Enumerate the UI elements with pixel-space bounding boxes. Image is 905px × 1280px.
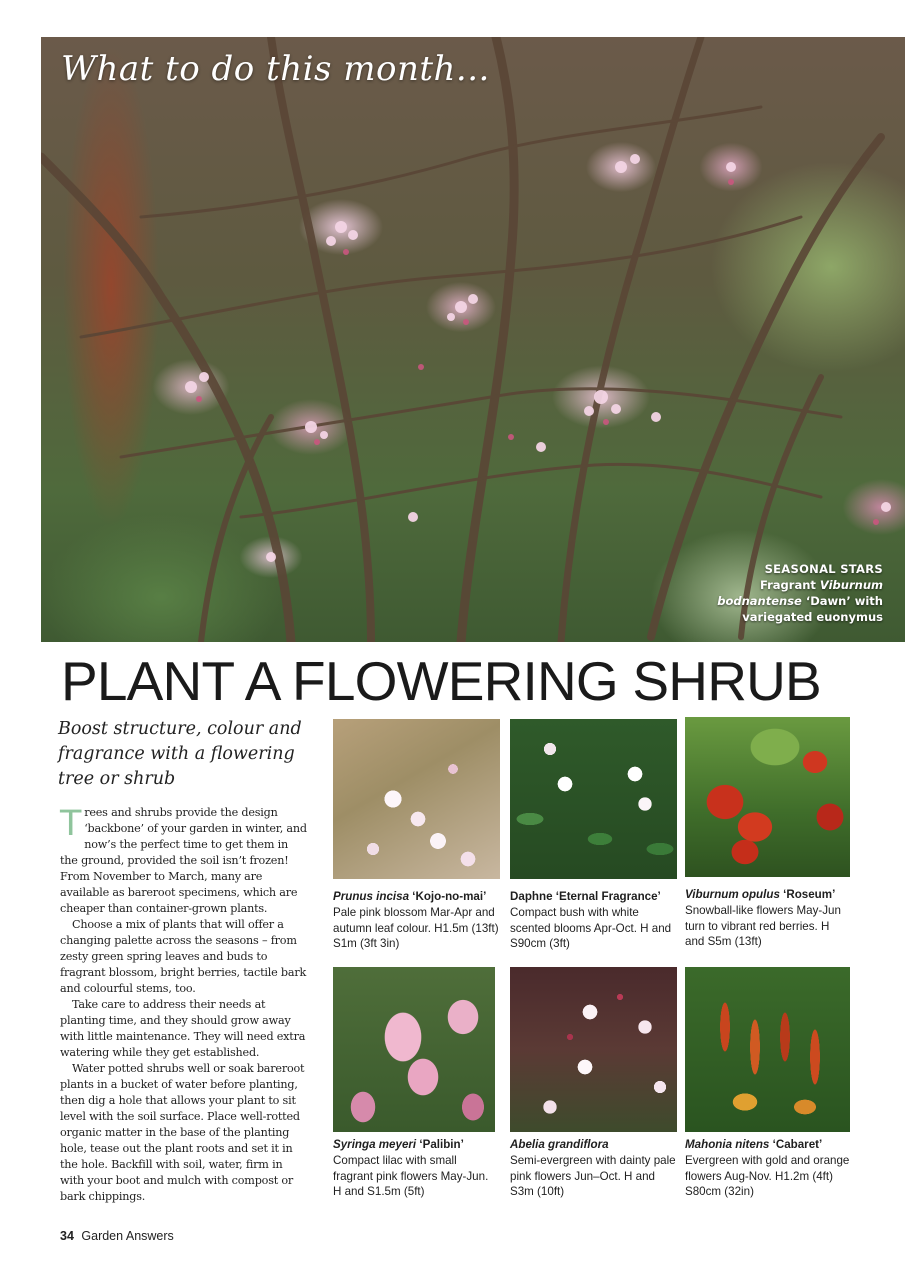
plant-latin-name: Mahonia nitens	[685, 1138, 770, 1151]
plant-card-mahonia	[685, 967, 850, 1200]
plant-caption	[510, 1137, 677, 1200]
caption-line	[717, 577, 883, 593]
plant-description: Compact bush with white scented blooms Apr-Oct. H and S90cm (3ft)	[510, 905, 672, 951]
lilac-photo	[333, 967, 495, 1132]
article-standfirst: Boost structure, colour and fragrance with a flowering tree or shrub	[58, 719, 302, 789]
plant-latin-name: Viburnum opulus	[685, 888, 780, 901]
magazine-name: Garden Answers	[81, 1229, 174, 1243]
page-footer	[60, 1229, 174, 1243]
berries-photo	[685, 717, 850, 877]
caption-heading: SEASONAL STARS	[764, 562, 883, 576]
plant-description: Pale pink blossom Mar-Apr and autumn leaf colour. H1.5m (13ft) S1m (3ft 3in)	[333, 905, 499, 951]
plant-card-abelia	[510, 967, 677, 1200]
daphne-photo	[510, 719, 677, 879]
body-paragraph: Choose a mix of plants that will offer a changing palette across the seasons – from zesty green spring leaves and buds to fragrant blossom, bright berries, tactile bark and colourful stems, too.	[60, 918, 307, 995]
plant-name: Daphne ‘Eternal Fragrance’	[510, 890, 661, 903]
plant-latin-name: Prunus incisa	[333, 890, 410, 903]
plant-cultivar: ‘Roseum’	[779, 888, 836, 901]
mahonia-photo	[685, 967, 850, 1132]
plant-description: Semi-evergreen with dainty pale pink flowers Jun–Oct. H and S3m (10ft)	[510, 1153, 676, 1199]
caption-plant-genus: Viburnum	[819, 578, 883, 592]
plant-cultivar: ‘Kojo-no-mai’	[409, 890, 487, 903]
caption-text: Fragrant	[760, 578, 820, 592]
caption-text: ‘Dawn’ with	[801, 594, 883, 608]
article-headline: PLANT A FLOWERING SHRUB	[61, 650, 821, 712]
plant-description: Compact lilac with small fragrant pink flowers May-Jun. H and S1.5m (5ft)	[333, 1153, 489, 1199]
plant-cultivar: ‘Palibin’	[416, 1138, 464, 1151]
plant-description: Evergreen with gold and orange flowers Aug-Nov. H1.2m (4ft) S80cm (32in)	[685, 1153, 850, 1199]
article-body	[60, 805, 308, 1205]
plant-caption	[333, 1137, 495, 1200]
abelia-photo	[510, 967, 677, 1132]
caption-line	[717, 593, 883, 609]
section-title: What to do this month...	[61, 49, 490, 89]
drop-cap: T	[60, 804, 82, 844]
plant-caption	[333, 889, 500, 952]
hero-photo	[41, 37, 905, 642]
caption-plant-species: bodnantense	[717, 594, 802, 608]
caption-line: variegated euonymus	[742, 610, 883, 624]
plant-card-syringa	[333, 967, 495, 1200]
page-number: 34	[60, 1229, 74, 1243]
plant-caption	[510, 889, 677, 952]
plant-description: Snowball-like flowers May-Jun turn to vibrant red berries. H and S5m (13ft)	[685, 903, 841, 949]
body-paragraph: Trees and shrubs provide the design ‘backbone’ of your garden in winter, and now’s the perfect time to get them in the ground, provided the soil isn’t frozen! From November to March, many are available as bareroot specimens, which are cheaper than container-grown plants.	[60, 804, 307, 915]
body-paragraph: Take care to address their needs at planting time, and they should grow away with little maintenance. They will need extra watering while they get established.	[60, 998, 306, 1059]
blossom-photo	[333, 719, 500, 879]
plant-latin-name: Abelia grandiflora	[510, 1138, 609, 1151]
shrub-branches-illustration	[41, 37, 905, 642]
plant-cultivar: ‘Cabaret’	[769, 1138, 823, 1151]
body-paragraph: Water potted shrubs well or soak bareroot plants in a bucket of water before planting, then dig a hole that allows your plant to sit level with the soil surface. Place well-rotted organic matter in the base of the planting hole, tease out the plant roots and set it in the hole. Backfill with soil, water, firm in with your boot and mulch with compost or bark chippings.	[60, 1062, 305, 1203]
plant-card-viburnum	[685, 717, 850, 950]
plant-caption	[685, 887, 850, 950]
plant-card-prunus	[333, 719, 500, 952]
plant-card-daphne	[510, 719, 677, 952]
photo-caption	[717, 561, 883, 625]
plant-caption	[685, 1137, 850, 1200]
plant-latin-name: Syringa meyeri	[333, 1138, 417, 1151]
